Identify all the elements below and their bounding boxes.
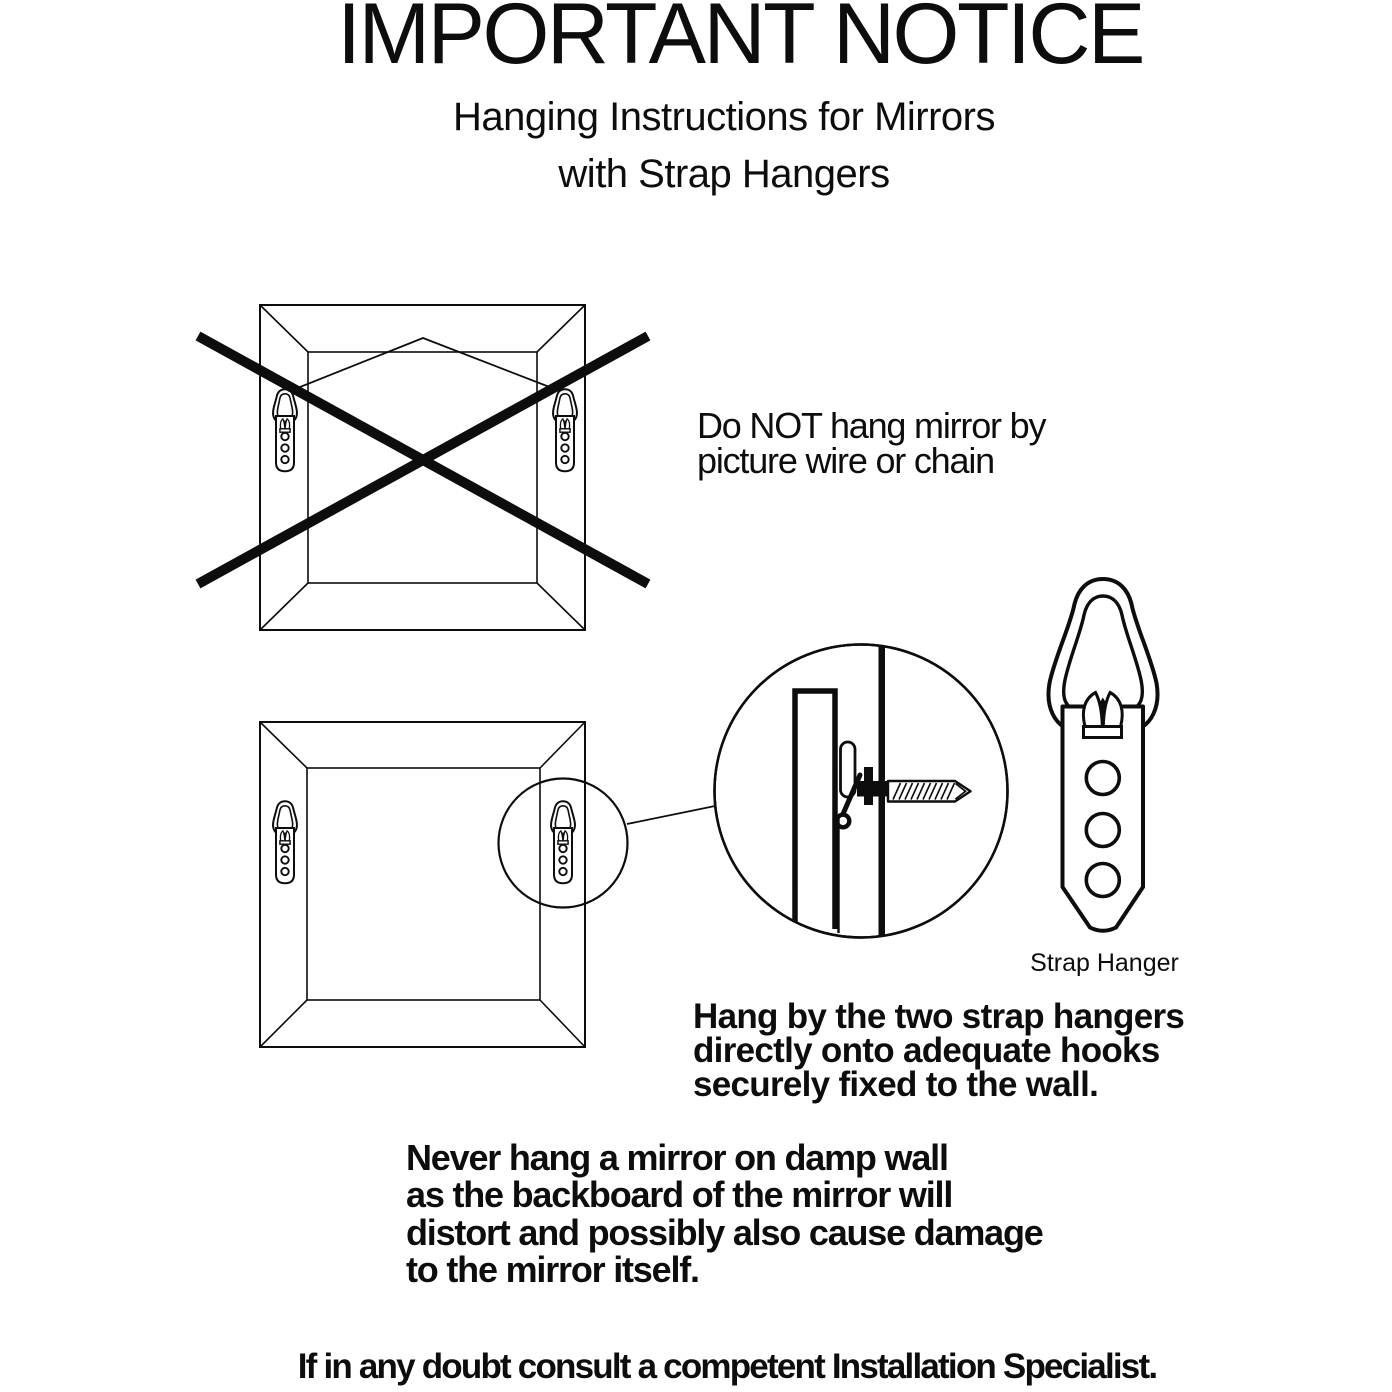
caption-line: picture wire or chain	[697, 440, 994, 481]
caption-line: Hang by the two strap hangers	[693, 997, 1185, 1036]
caption-line: to the mirror itself.	[406, 1248, 699, 1290]
page-title: IMPORTANT NOTICE	[337, 0, 1143, 82]
strap-hanger-icon	[551, 801, 575, 883]
no-wire-caption	[697, 405, 1046, 481]
magnifier-connector-line	[627, 806, 715, 824]
crossed-mirror-diagram	[190, 290, 660, 642]
strap-hanger-label: Strap Hanger	[1030, 949, 1179, 977]
hanger-crimp-base	[1084, 727, 1122, 738]
hang-by-straps-caption	[693, 997, 1185, 1104]
strap-hanger-icon	[273, 389, 297, 471]
caption-line: securely fixed to the wall.	[693, 1065, 1099, 1104]
footer-advisory: If in any doubt consult a competent Installation Specialist.	[297, 1347, 1157, 1386]
page-subtitle	[57, 89, 1391, 203]
mirror-hook-detail-diagram	[250, 635, 1022, 1057]
damp-wall-caption	[406, 1139, 1043, 1288]
subtitle-line: with Strap Hangers	[558, 152, 890, 196]
caption-line: directly onto adequate hooks	[693, 1031, 1160, 1070]
caption-line: Never hang a mirror on damp wall	[406, 1137, 948, 1178]
caption-line: as the backboard of the mirror will	[406, 1174, 953, 1216]
strap-hanger-icon	[273, 801, 297, 883]
caption-line: Do NOT hang mirror by	[697, 405, 1046, 446]
hook-plate	[857, 781, 888, 797]
hanger-hole	[1086, 814, 1119, 847]
strap-hanger-icon	[553, 389, 577, 471]
caption-line: distort and possibly also cause damage	[406, 1211, 1043, 1253]
strap-hanger-illustration	[1020, 575, 1188, 947]
hanger-hole	[1086, 762, 1119, 795]
hanger-hole	[1086, 864, 1119, 897]
subtitle-line: Hanging Instructions for Mirrors	[453, 95, 995, 139]
